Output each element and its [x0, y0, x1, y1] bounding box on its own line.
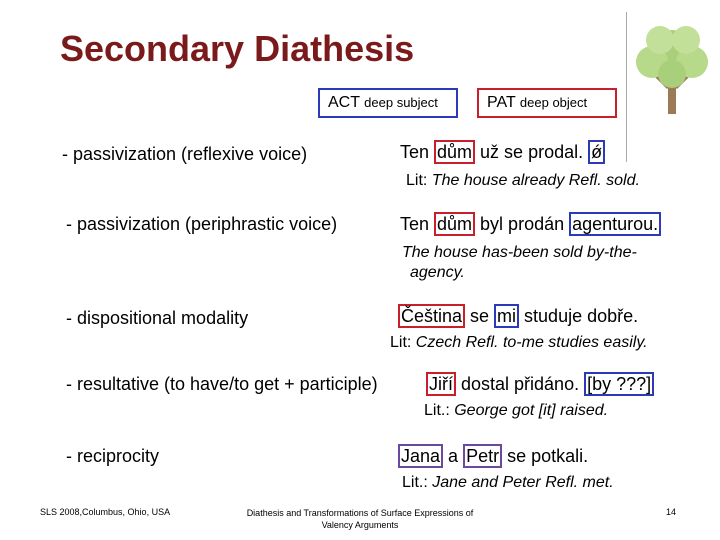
pat-legend-sub: deep object — [519, 95, 588, 110]
example-czech: Ten dům už se prodal. ǿ — [400, 142, 605, 163]
footer-conference: SLS 2008,Columbus, Ohio, USA — [40, 507, 171, 517]
example-czech: Čeština se mi studuje dobře. — [398, 306, 638, 327]
act-legend-box — [318, 88, 458, 118]
bullet-resultative — [66, 374, 378, 395]
act-word: mi — [494, 304, 519, 328]
example-czech: Ten dům byl prodán agenturou. — [400, 214, 661, 235]
bullet-label: - passivization (periphrastic voice) — [66, 214, 338, 234]
literal-gloss-cont: agency. — [410, 264, 465, 281]
literal-gloss: Lit.: Jane and Peter Refl. met. — [402, 474, 614, 491]
pat-word: dům — [434, 140, 475, 164]
bullet-reciprocity — [66, 446, 159, 467]
act-word: agenturou. — [569, 212, 661, 236]
act-legend-label: ACT — [328, 94, 360, 111]
literal-gloss: Lit: The house already Refl. sold. — [406, 172, 640, 189]
act-word: [by ???] — [584, 372, 654, 396]
bullet-reflexive-passive — [62, 144, 307, 165]
literal-gloss: Lit: Czech Refl. to-me studies easily. — [390, 334, 648, 351]
actpat-word: Petr — [463, 444, 502, 468]
tree-icon — [632, 18, 712, 118]
literal-gloss: Lit.: George got [it] raised. — [424, 402, 609, 419]
bullet-label: - passivization (reflexive voice) — [62, 144, 308, 164]
divider-line — [626, 12, 627, 162]
example-czech: Jana a Petr se potkali. — [398, 446, 588, 467]
pat-word: Čeština — [398, 304, 465, 328]
footer-title: Diathesis and Transformations of Surface Expressions of Valency Arguments — [246, 508, 474, 530]
pat-word: Jiří — [426, 372, 456, 396]
bullet-label: - dispositional modality — [66, 308, 249, 328]
example-czech: Jiří dostal přidáno. [by ???] — [426, 374, 654, 395]
literal-gloss: The house has-been sold by-the- — [402, 244, 637, 261]
slide-title: Secondary Diathesis — [60, 28, 415, 69]
page-number: 14 — [666, 507, 677, 517]
bullet-periphrastic-passive — [66, 214, 337, 235]
pat-word: dům — [434, 212, 475, 236]
bullet-label: - resultative (to have/to get + participle) — [66, 374, 378, 394]
pat-legend-label: PAT — [487, 94, 516, 111]
bullet-label: - reciprocity — [66, 446, 160, 466]
act-word: ǿ — [588, 140, 605, 164]
bullet-dispositional-modality — [66, 308, 248, 329]
act-legend-sub: deep subject — [364, 95, 438, 110]
pat-legend-box — [477, 88, 617, 118]
actpat-word: Jana — [398, 444, 443, 468]
